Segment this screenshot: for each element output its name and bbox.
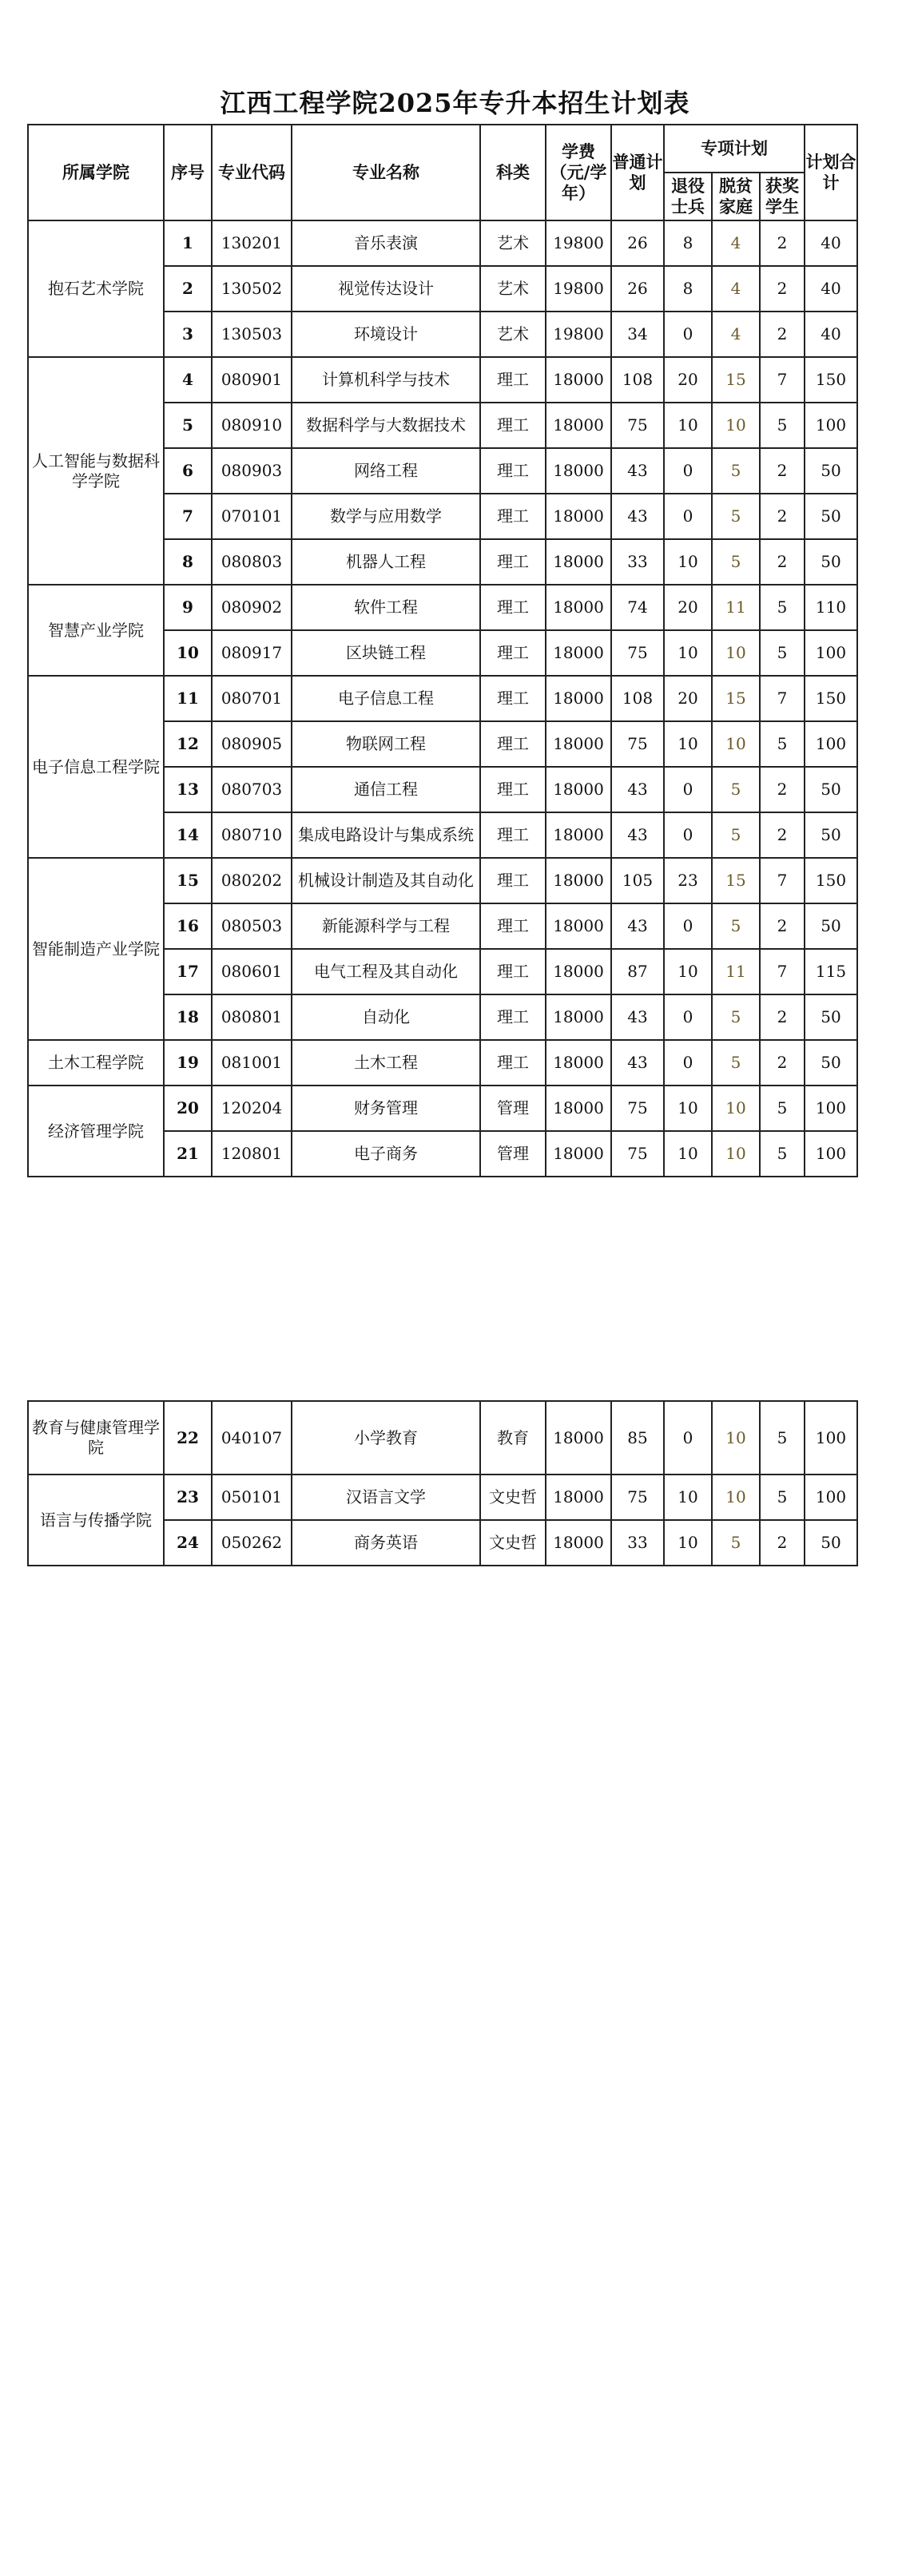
seq-cell: 24 xyxy=(164,1520,212,1566)
seq-cell: 4 xyxy=(164,357,212,403)
veteran-cell: 20 xyxy=(664,676,712,721)
seq-cell: 11 xyxy=(164,676,212,721)
total-cell: 150 xyxy=(805,357,857,403)
major-cell: 电子信息工程 xyxy=(292,676,480,721)
award-cell: 2 xyxy=(760,494,805,539)
total-cell: 115 xyxy=(805,949,857,994)
category-cell: 理工 xyxy=(480,721,546,767)
poverty-cell: 10 xyxy=(712,1475,760,1520)
header-seq: 序号 xyxy=(164,125,212,220)
code-cell: 080917 xyxy=(212,630,292,676)
category-cell: 理工 xyxy=(480,676,546,721)
veteran-cell: 8 xyxy=(664,220,712,266)
page-title: 江西工程学院2025年专升本招生计划表 xyxy=(220,88,690,118)
poverty-cell: 4 xyxy=(712,312,760,357)
veteran-cell: 10 xyxy=(664,1086,712,1131)
seq-cell: 8 xyxy=(164,539,212,585)
major-cell: 音乐表演 xyxy=(292,220,480,266)
major-cell: 物联网工程 xyxy=(292,721,480,767)
award-cell: 2 xyxy=(760,220,805,266)
veteran-cell: 0 xyxy=(664,1401,712,1475)
award-cell: 7 xyxy=(760,357,805,403)
category-cell: 管理 xyxy=(480,1086,546,1131)
header-veteran: 退役士兵 xyxy=(664,173,712,220)
veteran-cell: 10 xyxy=(664,539,712,585)
header-major: 专业名称 xyxy=(292,125,480,220)
veteran-cell: 0 xyxy=(664,494,712,539)
poverty-cell: 10 xyxy=(712,630,760,676)
award-cell: 2 xyxy=(760,767,805,812)
category-cell: 理工 xyxy=(480,949,546,994)
table-row xyxy=(28,1086,857,1131)
veteran-cell: 10 xyxy=(664,949,712,994)
code-cell: 130502 xyxy=(212,266,292,312)
seq-cell: 18 xyxy=(164,994,212,1040)
major-cell: 电气工程及其自动化 xyxy=(292,949,480,994)
plan-cell: 75 xyxy=(611,1086,664,1131)
category-cell: 理工 xyxy=(480,1040,546,1086)
table-row xyxy=(28,585,857,630)
total-cell: 40 xyxy=(805,220,857,266)
veteran-cell: 0 xyxy=(664,812,712,858)
enrollment-plan-table xyxy=(27,124,858,1177)
seq-cell: 20 xyxy=(164,1086,212,1131)
major-cell: 自动化 xyxy=(292,994,480,1040)
major-cell: 数学与应用数学 xyxy=(292,494,480,539)
fee-cell: 18000 xyxy=(546,812,611,858)
veteran-cell: 0 xyxy=(664,903,712,949)
enrollment-plan-table-continued xyxy=(27,1400,858,1566)
award-cell: 5 xyxy=(760,585,805,630)
fee-cell: 18000 xyxy=(546,676,611,721)
category-cell: 理工 xyxy=(480,448,546,494)
major-cell: 通信工程 xyxy=(292,767,480,812)
poverty-cell: 5 xyxy=(712,448,760,494)
category-cell: 艺术 xyxy=(480,220,546,266)
total-cell: 40 xyxy=(805,266,857,312)
total-cell: 100 xyxy=(805,721,857,767)
header-award: 获奖学生 xyxy=(760,173,805,220)
header-special: 专项计划 xyxy=(664,125,805,173)
category-cell: 理工 xyxy=(480,585,546,630)
major-cell: 财务管理 xyxy=(292,1086,480,1131)
plan-cell: 43 xyxy=(611,903,664,949)
fee-cell: 18000 xyxy=(546,494,611,539)
seq-cell: 9 xyxy=(164,585,212,630)
major-cell: 区块链工程 xyxy=(292,630,480,676)
category-cell: 艺术 xyxy=(480,266,546,312)
fee-cell: 18000 xyxy=(546,539,611,585)
plan-cell: 85 xyxy=(611,1401,664,1475)
table-body xyxy=(28,220,857,1177)
award-cell: 2 xyxy=(760,1040,805,1086)
award-cell: 5 xyxy=(760,630,805,676)
total-cell: 150 xyxy=(805,676,857,721)
poverty-cell: 5 xyxy=(712,812,760,858)
category-cell: 文史哲 xyxy=(480,1520,546,1566)
plan-cell: 26 xyxy=(611,220,664,266)
veteran-cell: 20 xyxy=(664,357,712,403)
poverty-cell: 5 xyxy=(712,903,760,949)
major-cell: 视觉传达设计 xyxy=(292,266,480,312)
plan-cell: 33 xyxy=(611,1520,664,1566)
veteran-cell: 10 xyxy=(664,1475,712,1520)
table-row xyxy=(28,357,857,403)
award-cell: 5 xyxy=(760,721,805,767)
table-row xyxy=(28,858,857,903)
award-cell: 5 xyxy=(760,1401,805,1475)
total-cell: 100 xyxy=(805,403,857,448)
header-plan: 普通计划 xyxy=(611,125,664,220)
code-cell: 040107 xyxy=(212,1401,292,1475)
fee-cell: 18000 xyxy=(546,1520,611,1566)
category-cell: 理工 xyxy=(480,539,546,585)
code-cell: 050101 xyxy=(212,1475,292,1520)
fee-cell: 18000 xyxy=(546,949,611,994)
major-cell: 计算机科学与技术 xyxy=(292,357,480,403)
total-cell: 50 xyxy=(805,494,857,539)
table-row xyxy=(28,1475,857,1520)
fee-cell: 18000 xyxy=(546,1401,611,1475)
major-cell: 环境设计 xyxy=(292,312,480,357)
seq-cell: 23 xyxy=(164,1475,212,1520)
veteran-cell: 10 xyxy=(664,1131,712,1177)
fee-cell: 19800 xyxy=(546,220,611,266)
code-cell: 080803 xyxy=(212,539,292,585)
category-cell: 教育 xyxy=(480,1401,546,1475)
seq-cell: 6 xyxy=(164,448,212,494)
total-cell: 50 xyxy=(805,539,857,585)
total-cell: 50 xyxy=(805,994,857,1040)
veteran-cell: 0 xyxy=(664,1040,712,1086)
fee-cell: 18000 xyxy=(546,630,611,676)
plan-cell: 75 xyxy=(611,721,664,767)
poverty-cell: 10 xyxy=(712,1131,760,1177)
poverty-cell: 15 xyxy=(712,858,760,903)
poverty-cell: 10 xyxy=(712,721,760,767)
award-cell: 7 xyxy=(760,858,805,903)
total-cell: 50 xyxy=(805,903,857,949)
major-cell: 网络工程 xyxy=(292,448,480,494)
seq-cell: 10 xyxy=(164,630,212,676)
total-cell: 100 xyxy=(805,1401,857,1475)
veteran-cell: 0 xyxy=(664,994,712,1040)
college-cell: 智能制造产业学院 xyxy=(28,858,164,1040)
seq-cell: 12 xyxy=(164,721,212,767)
poverty-cell: 15 xyxy=(712,676,760,721)
category-cell: 理工 xyxy=(480,767,546,812)
code-cell: 080801 xyxy=(212,994,292,1040)
total-cell: 150 xyxy=(805,858,857,903)
code-cell: 080701 xyxy=(212,676,292,721)
plan-cell: 108 xyxy=(611,357,664,403)
plan-cell: 43 xyxy=(611,767,664,812)
veteran-cell: 23 xyxy=(664,858,712,903)
category-cell: 理工 xyxy=(480,994,546,1040)
poverty-cell: 15 xyxy=(712,357,760,403)
poverty-cell: 5 xyxy=(712,1040,760,1086)
code-cell: 080710 xyxy=(212,812,292,858)
major-cell: 数据科学与大数据技术 xyxy=(292,403,480,448)
major-cell: 商务英语 xyxy=(292,1520,480,1566)
header-poverty: 脱贫家庭 xyxy=(712,173,760,220)
total-cell: 40 xyxy=(805,312,857,357)
header-total: 计划合计 xyxy=(805,125,857,220)
plan-cell: 108 xyxy=(611,676,664,721)
code-cell: 080202 xyxy=(212,858,292,903)
veteran-cell: 0 xyxy=(664,448,712,494)
fee-cell: 18000 xyxy=(546,1131,611,1177)
award-cell: 2 xyxy=(760,994,805,1040)
poverty-cell: 11 xyxy=(712,949,760,994)
header-college: 所属学院 xyxy=(28,125,164,220)
seq-cell: 1 xyxy=(164,220,212,266)
plan-cell: 43 xyxy=(611,1040,664,1086)
award-cell: 2 xyxy=(760,812,805,858)
total-cell: 50 xyxy=(805,767,857,812)
plan-cell: 74 xyxy=(611,585,664,630)
table-row xyxy=(28,1401,857,1475)
seq-cell: 14 xyxy=(164,812,212,858)
fee-cell: 18000 xyxy=(546,1475,611,1520)
plan-cell: 43 xyxy=(611,994,664,1040)
total-cell: 50 xyxy=(805,1520,857,1566)
category-cell: 理工 xyxy=(480,858,546,903)
poverty-cell: 10 xyxy=(712,1086,760,1131)
college-cell: 土木工程学院 xyxy=(28,1040,164,1086)
fee-cell: 18000 xyxy=(546,767,611,812)
veteran-cell: 0 xyxy=(664,312,712,357)
poverty-cell: 5 xyxy=(712,494,760,539)
category-cell: 艺术 xyxy=(480,312,546,357)
award-cell: 5 xyxy=(760,1131,805,1177)
total-cell: 50 xyxy=(805,812,857,858)
major-cell: 汉语言文学 xyxy=(292,1475,480,1520)
poverty-cell: 5 xyxy=(712,994,760,1040)
seq-cell: 15 xyxy=(164,858,212,903)
veteran-cell: 10 xyxy=(664,630,712,676)
code-cell: 120801 xyxy=(212,1131,292,1177)
code-cell: 050262 xyxy=(212,1520,292,1566)
award-cell: 5 xyxy=(760,1475,805,1520)
total-cell: 50 xyxy=(805,448,857,494)
college-cell: 抱石艺术学院 xyxy=(28,220,164,357)
seq-cell: 19 xyxy=(164,1040,212,1086)
college-cell: 智慧产业学院 xyxy=(28,585,164,676)
code-cell: 070101 xyxy=(212,494,292,539)
seq-cell: 2 xyxy=(164,266,212,312)
code-cell: 080902 xyxy=(212,585,292,630)
poverty-cell: 10 xyxy=(712,403,760,448)
seq-cell: 5 xyxy=(164,403,212,448)
code-cell: 130503 xyxy=(212,312,292,357)
plan-cell: 75 xyxy=(611,403,664,448)
award-cell: 2 xyxy=(760,1520,805,1566)
code-cell: 080910 xyxy=(212,403,292,448)
poverty-cell: 5 xyxy=(712,539,760,585)
code-cell: 080703 xyxy=(212,767,292,812)
total-cell: 50 xyxy=(805,1040,857,1086)
award-cell: 7 xyxy=(760,676,805,721)
fee-cell: 18000 xyxy=(546,403,611,448)
major-cell: 土木工程 xyxy=(292,1040,480,1086)
total-cell: 110 xyxy=(805,585,857,630)
college-cell: 人工智能与数据科学学院 xyxy=(28,357,164,585)
award-cell: 5 xyxy=(760,1086,805,1131)
award-cell: 2 xyxy=(760,312,805,357)
poverty-cell: 10 xyxy=(712,1401,760,1475)
award-cell: 2 xyxy=(760,539,805,585)
plan-cell: 75 xyxy=(611,1475,664,1520)
veteran-cell: 10 xyxy=(664,721,712,767)
category-cell: 理工 xyxy=(480,630,546,676)
category-cell: 管理 xyxy=(480,1131,546,1177)
major-cell: 小学教育 xyxy=(292,1401,480,1475)
poverty-cell: 5 xyxy=(712,767,760,812)
fee-cell: 18000 xyxy=(546,1086,611,1131)
veteran-cell: 10 xyxy=(664,403,712,448)
table-row xyxy=(28,220,857,266)
plan-cell: 105 xyxy=(611,858,664,903)
seq-cell: 16 xyxy=(164,903,212,949)
table-body-continued xyxy=(28,1401,857,1566)
plan-cell: 43 xyxy=(611,812,664,858)
major-cell: 电子商务 xyxy=(292,1131,480,1177)
seq-cell: 7 xyxy=(164,494,212,539)
veteran-cell: 8 xyxy=(664,266,712,312)
table-row xyxy=(28,676,857,721)
code-cell: 130201 xyxy=(212,220,292,266)
category-cell: 理工 xyxy=(480,494,546,539)
seq-cell: 13 xyxy=(164,767,212,812)
major-cell: 新能源科学与工程 xyxy=(292,903,480,949)
major-cell: 机械设计制造及其自动化 xyxy=(292,858,480,903)
plan-cell: 43 xyxy=(611,494,664,539)
total-cell: 100 xyxy=(805,1086,857,1131)
veteran-cell: 20 xyxy=(664,585,712,630)
fee-cell: 18000 xyxy=(546,994,611,1040)
fee-cell: 18000 xyxy=(546,721,611,767)
fee-cell: 18000 xyxy=(546,357,611,403)
code-cell: 080601 xyxy=(212,949,292,994)
category-cell: 理工 xyxy=(480,812,546,858)
total-cell: 100 xyxy=(805,1475,857,1520)
plan-cell: 43 xyxy=(611,448,664,494)
veteran-cell: 0 xyxy=(664,767,712,812)
poverty-cell: 4 xyxy=(712,266,760,312)
veteran-cell: 10 xyxy=(664,1520,712,1566)
code-cell: 080503 xyxy=(212,903,292,949)
code-cell: 080903 xyxy=(212,448,292,494)
table-row xyxy=(28,1040,857,1086)
poverty-cell: 4 xyxy=(712,220,760,266)
college-cell: 语言与传播学院 xyxy=(28,1475,164,1566)
fee-cell: 19800 xyxy=(546,266,611,312)
poverty-cell: 11 xyxy=(712,585,760,630)
total-cell: 100 xyxy=(805,630,857,676)
fee-cell: 18000 xyxy=(546,585,611,630)
category-cell: 文史哲 xyxy=(480,1475,546,1520)
seq-cell: 21 xyxy=(164,1131,212,1177)
plan-cell: 26 xyxy=(611,266,664,312)
plan-cell: 33 xyxy=(611,539,664,585)
major-cell: 软件工程 xyxy=(292,585,480,630)
major-cell: 集成电路设计与集成系统 xyxy=(292,812,480,858)
award-cell: 2 xyxy=(760,448,805,494)
plan-cell: 87 xyxy=(611,949,664,994)
college-cell: 教育与健康管理学院 xyxy=(28,1401,164,1475)
header-category: 科类 xyxy=(480,125,546,220)
college-cell: 电子信息工程学院 xyxy=(28,676,164,858)
fee-cell: 18000 xyxy=(546,1040,611,1086)
award-cell: 2 xyxy=(760,266,805,312)
plan-cell: 75 xyxy=(611,630,664,676)
fee-cell: 18000 xyxy=(546,903,611,949)
fee-cell: 19800 xyxy=(546,312,611,357)
category-cell: 理工 xyxy=(480,403,546,448)
header-fee: 学费（元/学年） xyxy=(546,125,611,220)
award-cell: 2 xyxy=(760,903,805,949)
fee-cell: 18000 xyxy=(546,858,611,903)
poverty-cell: 5 xyxy=(712,1520,760,1566)
award-cell: 7 xyxy=(760,949,805,994)
fee-cell: 18000 xyxy=(546,448,611,494)
category-cell: 理工 xyxy=(480,357,546,403)
total-cell: 100 xyxy=(805,1131,857,1177)
code-cell: 081001 xyxy=(212,1040,292,1086)
seq-cell: 3 xyxy=(164,312,212,357)
major-cell: 机器人工程 xyxy=(292,539,480,585)
award-cell: 5 xyxy=(760,403,805,448)
category-cell: 理工 xyxy=(480,903,546,949)
plan-cell: 75 xyxy=(611,1131,664,1177)
code-cell: 080901 xyxy=(212,357,292,403)
header-code: 专业代码 xyxy=(212,125,292,220)
code-cell: 120204 xyxy=(212,1086,292,1131)
seq-cell: 22 xyxy=(164,1401,212,1475)
college-cell: 经济管理学院 xyxy=(28,1086,164,1177)
seq-cell: 17 xyxy=(164,949,212,994)
plan-cell: 34 xyxy=(611,312,664,357)
code-cell: 080905 xyxy=(212,721,292,767)
